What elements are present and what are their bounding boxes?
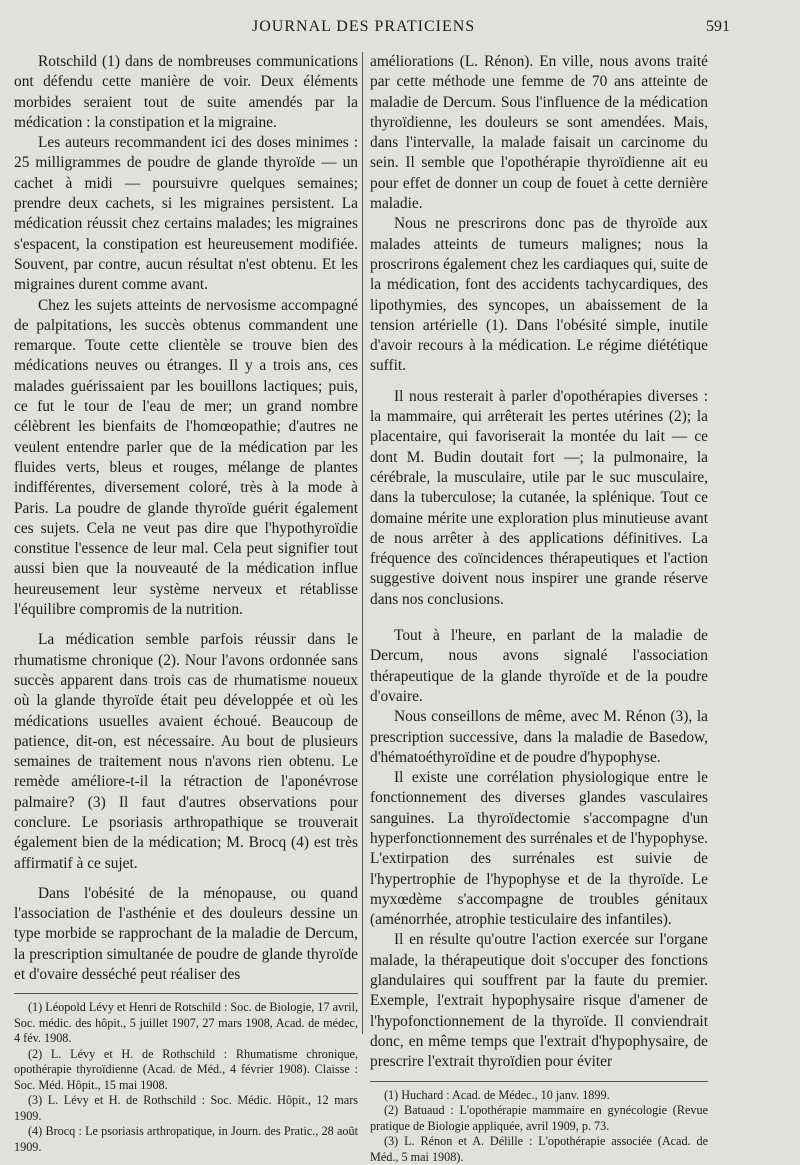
footnote: (1) Huchard : Acad. de Médec., 10 janv. 1899. — [384, 1087, 610, 1102]
paragraph: Nous conseillons de même, avec M. Rénon (3), la prescription successive, dans la maladie de Basedow, d'hématoéthyroïdine et de poudre d'hypophyse. — [370, 708, 708, 766]
paragraph: Il en résulte qu'outre l'action exercée sur l'organe malade, la thérapeutique doit s'occuper des fonctions glandulaires qui souffrent par la faute du premier. Exemple, l'extrait hypophysaire risque d'amener de l'hypofonctionnement de la thyroïde. Il conviendrait donc, en même temps que l'extrait d'hypophysaire, de prescrire l'extrait thyroïdien pour éviter — [370, 931, 708, 1071]
footnote: (2) Batuaud : L'opothérapie mammaire en gynécologie (Revue pratique de Biologie appliquée, avril 1909, p. 73. — [370, 1103, 708, 1133]
page-number: 591 — [706, 18, 730, 35]
left-column — [14, 52, 358, 1155]
paragraph: Les auteurs recommandent ici des doses minimes : 25 milligrammes de poudre de glande thyroïde — un cachet à midi — poursuivre quelques semaines; prendre deux cachets, si les migraines persistent. La médication réussit chez certains malades; les migraines s'espacent, la constipation est heureusement modifiée. Souvent, par contre, aucun résultat n'est obtenu. Et les migraines durent comme avant. — [14, 134, 358, 294]
journal-title: JOURNAL DES PRATICIENS — [252, 18, 476, 35]
page-header — [0, 18, 800, 40]
footnote: (2) L. Lévy et H. de Rothschild : Rhumatisme chronique, opothérapie thyroïdienne (Acad. de Méd., 4 février 1908). Claisse : Soc. Méd. Hôpit., 15 mai 1908. — [14, 1046, 358, 1092]
paragraph: Dans l'obésité de la ménopause, ou quand l'association de l'asthénie et des douleurs dessine un type morbide se rapprochant de la maladie de Dercum, la prescription simultanée de poudre de glande thyroïde et d'ovaire desséché peut réaliser des — [14, 884, 358, 984]
paragraph: Il nous resterait à parler d'opothérapies diverses : la mammaire, qui arrêterait les pertes utérines (2); la placentaire, qui favoriserait la montée du lait — ce dont M. Budin doutait fort —; la pulmonaire, la cérébrale, la musculaire, utile par le suc musculaire, dans la tuberculose; la cutanée, la splénique. Tout ce domaine mérite une exploration plus minutieuse avant de nous arrêter à des applications définitives. La fréquence des coïncidences thérapeutiques et l'action suggestive doivent nous inspirer une grande réserve dans nos conclusions. — [370, 387, 708, 608]
paragraph: améliorations (L. Rénon). En ville, nous avons traité par cette méthode une femme de 70 ans atteinte de maladie de Dercum. Sous l'influence de la médication thyroïdienne, les douleurs se sont amendées. Mais, dans l'intervalle, la malade faisait un carcinome du sein. Il semble que l'opothérapie thyroïdienne ait eu pour effet de donner un coup de fouet à cette dernière maladie. — [370, 53, 708, 213]
paragraph: Nous ne prescrirons donc pas de thyroïde aux malades atteints de tumeurs malignes; nous la proscrirons également chez les cardiaques qui, suite de la médication, font des accidents tachycardiques, des lipothymies, des syncopes, un abaissement de la tension artérielle (1). Dans l'obésité simple, inutile d'avoir recours à la médication. Le régime diététique suffit. — [370, 215, 708, 375]
footnote-divider — [14, 993, 358, 994]
paragraph: La médication semble parfois réussir dans le rhumatisme chronique (2). Nour l'avons ordonnée sans succès apparent dans trois cas de rhumatisme noueux où la glande thyroïde était peu développée et où les médications usuelles avaient échoué. Beaucoup de patience, dit-on, est nécessaire. Au bout de plusieurs semaines de traitement nous n'avons rien obtenu. Le remède améliore-t-il la rétraction de l'aponévrose palmaire? (3) Il faut d'autres observations pour conclure. Le psoriasis arthropathique se trouverait également bien de la médication; M. Brocq (4) est très affirmatif à ce sujet. — [14, 631, 358, 872]
right-column — [370, 52, 708, 1165]
paragraph: Rotschild (1) dans de nombreuses communications ont défendu cette manière de voir. Deux éléments morbides seraient tout de suite amendés par la médication : la constipation et la migraine. — [14, 53, 358, 131]
paragraph: Chez les sujets atteints de nervosisme accompagné de palpitations, les succès obtenus commandent une remarque. Toute cette clientèle se trouve bien des médications neuves ou étranges. Il y a trois ans, ces malades guérissaient par les bouillons lactiques; puis, ce fut le tour de l'eau de mer; un grand nombre célèbrent les bienfaits de l'homœopathie; d'autres ne veulent entendre parler que de la médication par les fluides verts, bleus et rouges, mélange de plantes indifférentes, diversement coloré, très à la mode à Paris. La poudre de glande thyroïde guérit également ces sujets. Cela ne veut pas dire que l'hypothyroïdie constitue l'essence de leur mal. Cela peut signifier tout aussi bien que la nouveauté de la médication influe heureusement leur système nerveux et rétablisse l'équilibre compromis de la nutrition. — [14, 296, 358, 619]
footnote-divider — [370, 1081, 708, 1082]
footnote: (4) Brocq : Le psoriasis arthropatique, in Journ. des Pratic., 28 août 1909. — [14, 1124, 358, 1154]
footnote: (3) L. Lévy et H. de Rothschild : Soc. Médic. Hôpit., 12 mars 1909. — [14, 1093, 358, 1123]
column-divider — [362, 52, 363, 1034]
footnote: (3) L. Rénon et A. Délille : L'opothérapie associée (Acad. de Méd., 5 mai 1908). — [370, 1134, 708, 1164]
paragraph: Tout à l'heure, en parlant de la maladie de Dercum, nous avons signalé l'association thérapeutique de la glande thyroïde et de la poudre d'ovaire. — [370, 627, 708, 705]
paragraph: Il existe une corrélation physiologique entre le fonctionnement des diverses glandes vasculaires sanguines. La thyroïdectomie s'accompagne d'un hyperfonctionnement des surrénales et de l'hypophyse. L'extirpation des surrénales est suivie de l'hypertrophie de l'hypophyse et de la thyroïde. Le myxœdème s'accompagne de troubles génitaux (aménorrhée, atrophie testiculaire des infantiles). — [370, 769, 708, 929]
footnote: (1) Léopold Lévy et Henri de Rotschild : Soc. de Biologie, 17 avril, Soc. médic. des hôpit., 5 juillet 1907, 27 mars 1908, Acad. de médec, 4 fév. 1908. — [14, 1000, 359, 1046]
